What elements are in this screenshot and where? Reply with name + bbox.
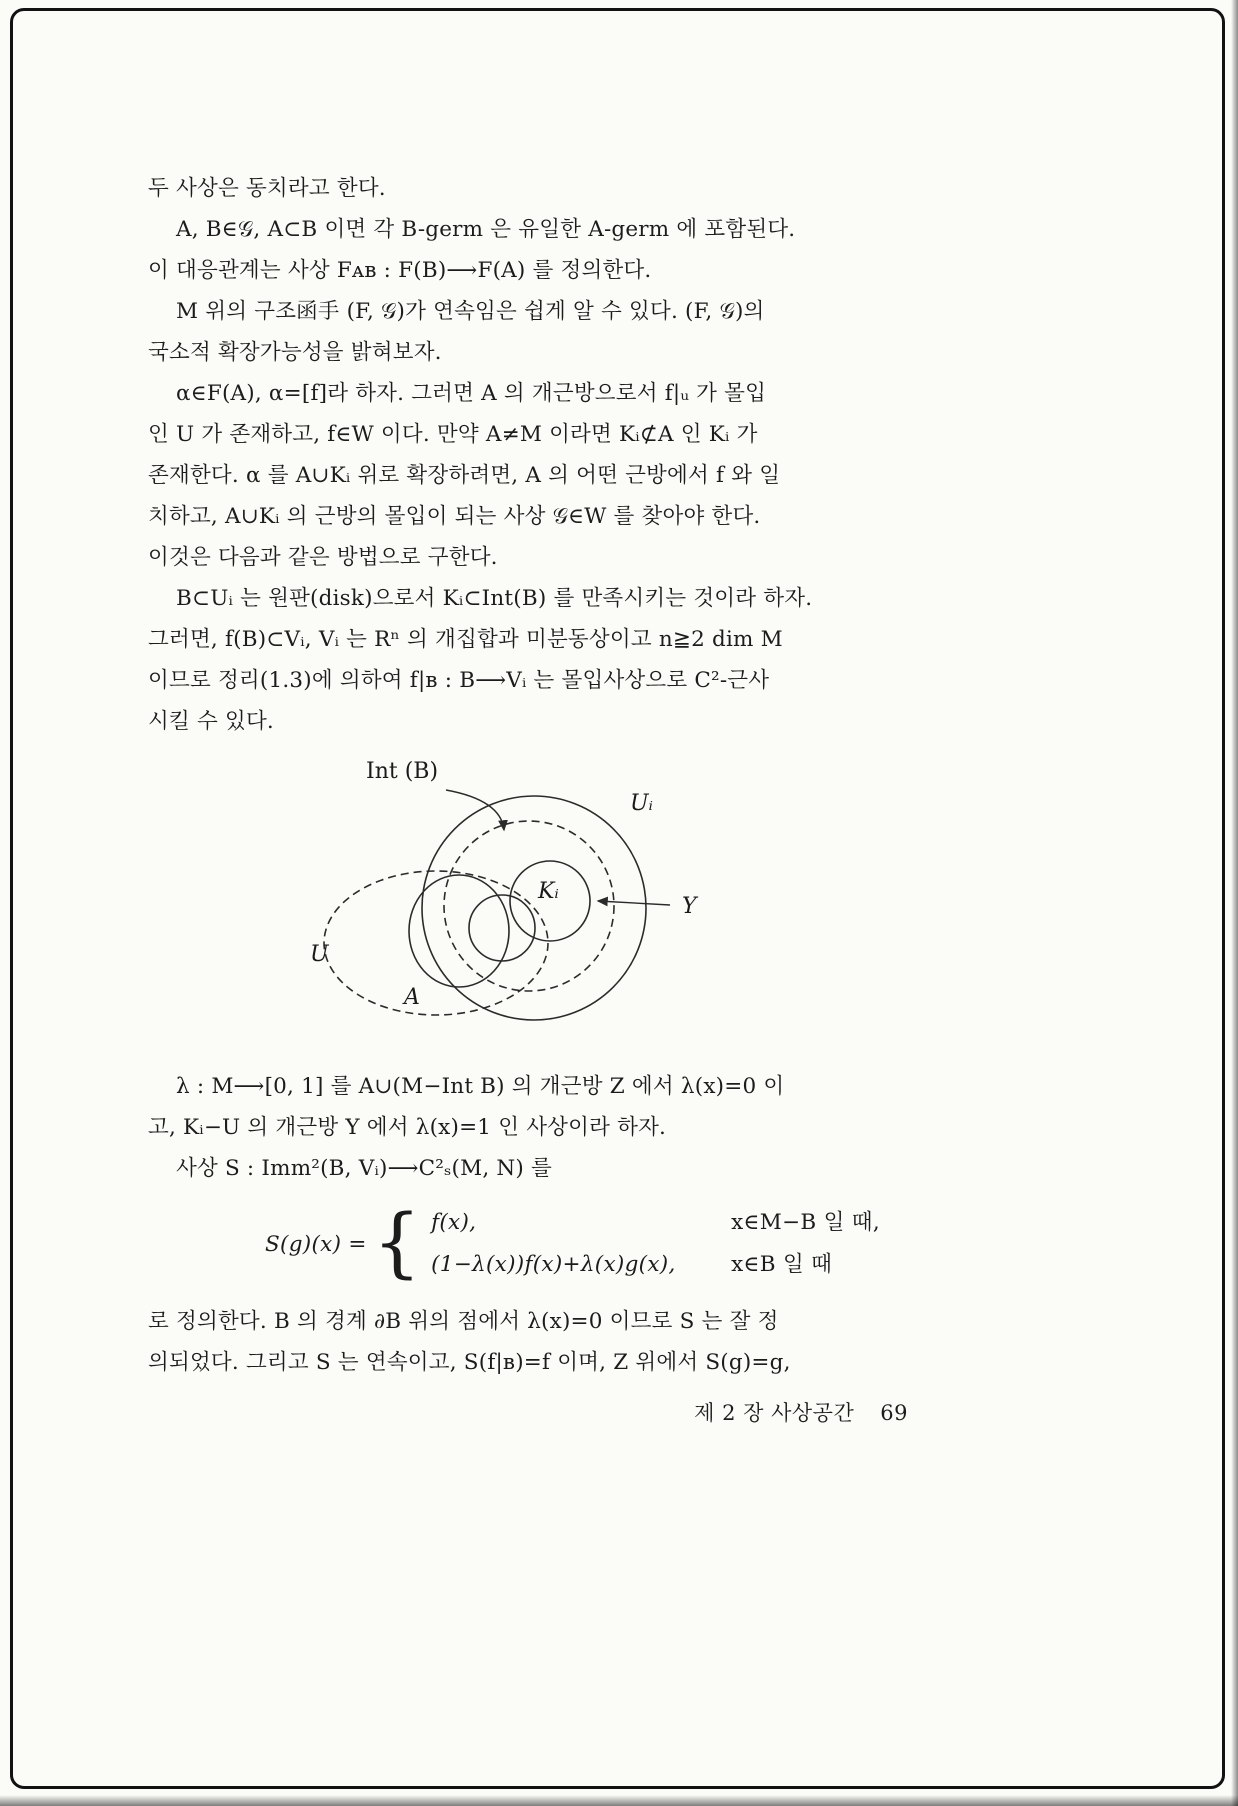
text-line: 이므로 정리(1.3)에 의하여 f|ʙ : B⟶Vᵢ 는 몰입사상으로 C²-근사 <box>148 668 770 693</box>
case-row <box>431 1245 880 1285</box>
text-line: B⊂Uᵢ 는 원판(disk)으로서 Kᵢ⊂Int(B) 를 만족시키는 것이라 하자. <box>176 586 813 611</box>
label-k-i: Kᵢ <box>538 879 559 904</box>
text-line: 국소적 확장가능성을 밝혀보자. <box>148 340 442 365</box>
case-row <box>431 1203 880 1243</box>
text-line: 시킬 수 있다. <box>148 709 274 734</box>
text-line: 치하고, A∪Kᵢ 의 근방의 몰입이 되는 사상 𝒢∈W 를 찾아야 한다. <box>148 504 761 529</box>
page-edge-shadow-right <box>1231 0 1238 1806</box>
text-line: 그러면, f(B)⊂Vᵢ, Vᵢ 는 Rⁿ 의 개집합과 미분동상이고 n≧2 dim M <box>148 627 783 652</box>
text-line: 의되었다. 그리고 S 는 연속이고, S(f|ʙ)=f 이며, Z 위에서 S(g)=g, <box>148 1350 791 1375</box>
case-condition: x∈M−B 일 때, <box>731 1210 880 1235</box>
text-line: 이것은 다음과 같은 방법으로 구한다. <box>148 545 498 570</box>
text-line: λ : M⟶[0, 1] 를 A∪(M−Int B) 의 개근방 Z 에서 λ(x)=0 이 <box>176 1074 785 1099</box>
case-equation <box>265 1197 908 1287</box>
equation-lhs: S(g)(x) = <box>265 1231 367 1257</box>
venn-diagram <box>298 748 738 1048</box>
case-brace: { <box>372 1197 422 1286</box>
text-line: 로 정의한다. B 의 경계 ∂B 위의 점에서 λ(x)=0 이므로 S 는 잘 정 <box>148 1309 779 1334</box>
text-line: 존재한다. α 를 A∪Kᵢ 위로 확장하려면, A 의 어떤 근방에서 f 와 일 <box>148 463 781 488</box>
text-line: 이 대응관계는 사상 Fᴀʙ : F(B)⟶F(A) 를 정의한다. <box>148 258 652 283</box>
text-line: 사상 S : Imm²(B, Vᵢ)⟶C²ₛ(M, N) 를 <box>176 1156 553 1181</box>
label-a: A <box>404 985 420 1010</box>
page-number: 69 <box>880 1401 908 1425</box>
text-line: 인 U 가 존재하고, f∈W 이다. 만약 A≠M 이라면 Kᵢ⊄A 인 Kᵢ 가 <box>148 422 758 447</box>
text-line: A, B∈𝒢, A⊂B 이면 각 B-germ 은 유일한 A-germ 에 포함된다. <box>176 217 796 242</box>
text-line: α∈F(A), α=[f]라 하자. 그러면 A 의 개근방으로서 f|ᵤ 가 몰입 <box>176 381 767 406</box>
y-arrow <box>598 901 670 905</box>
text-line: M 위의 구조函手 (F, 𝒢)가 연속임은 쉽게 알 수 있다. (F, 𝒢)의 <box>176 299 765 324</box>
label-u-i: Uᵢ <box>630 791 653 816</box>
page-content <box>148 168 908 1427</box>
set-intb-dashed-circle <box>444 821 614 991</box>
case-expression: (1−λ(x))f(x)+λ(x)g(x), <box>431 1252 676 1277</box>
page-edge-shadow-bottom <box>0 1795 1238 1806</box>
label-y: Y <box>682 894 697 919</box>
label-int-b: Int (B) <box>366 759 439 784</box>
text-line: 두 사상은 동치라고 한다. <box>148 176 386 201</box>
intb-arrow <box>446 790 504 830</box>
case-rows <box>431 1203 880 1285</box>
case-condition: x∈B 일 때 <box>731 1252 833 1277</box>
label-u: U <box>310 942 329 967</box>
set-u-dashed-ellipse <box>324 871 548 1015</box>
venn-diagram-svg <box>298 748 738 1048</box>
case-expression: f(x), <box>431 1210 477 1235</box>
chapter-title: 제 2 장 사상공간 <box>694 1401 855 1425</box>
page-footer <box>148 1397 908 1427</box>
set-overlap-circle <box>469 895 535 961</box>
text-line: 고, Kᵢ−U 의 개근방 Y 에서 λ(x)=1 인 사상이라 하자. <box>148 1115 667 1140</box>
